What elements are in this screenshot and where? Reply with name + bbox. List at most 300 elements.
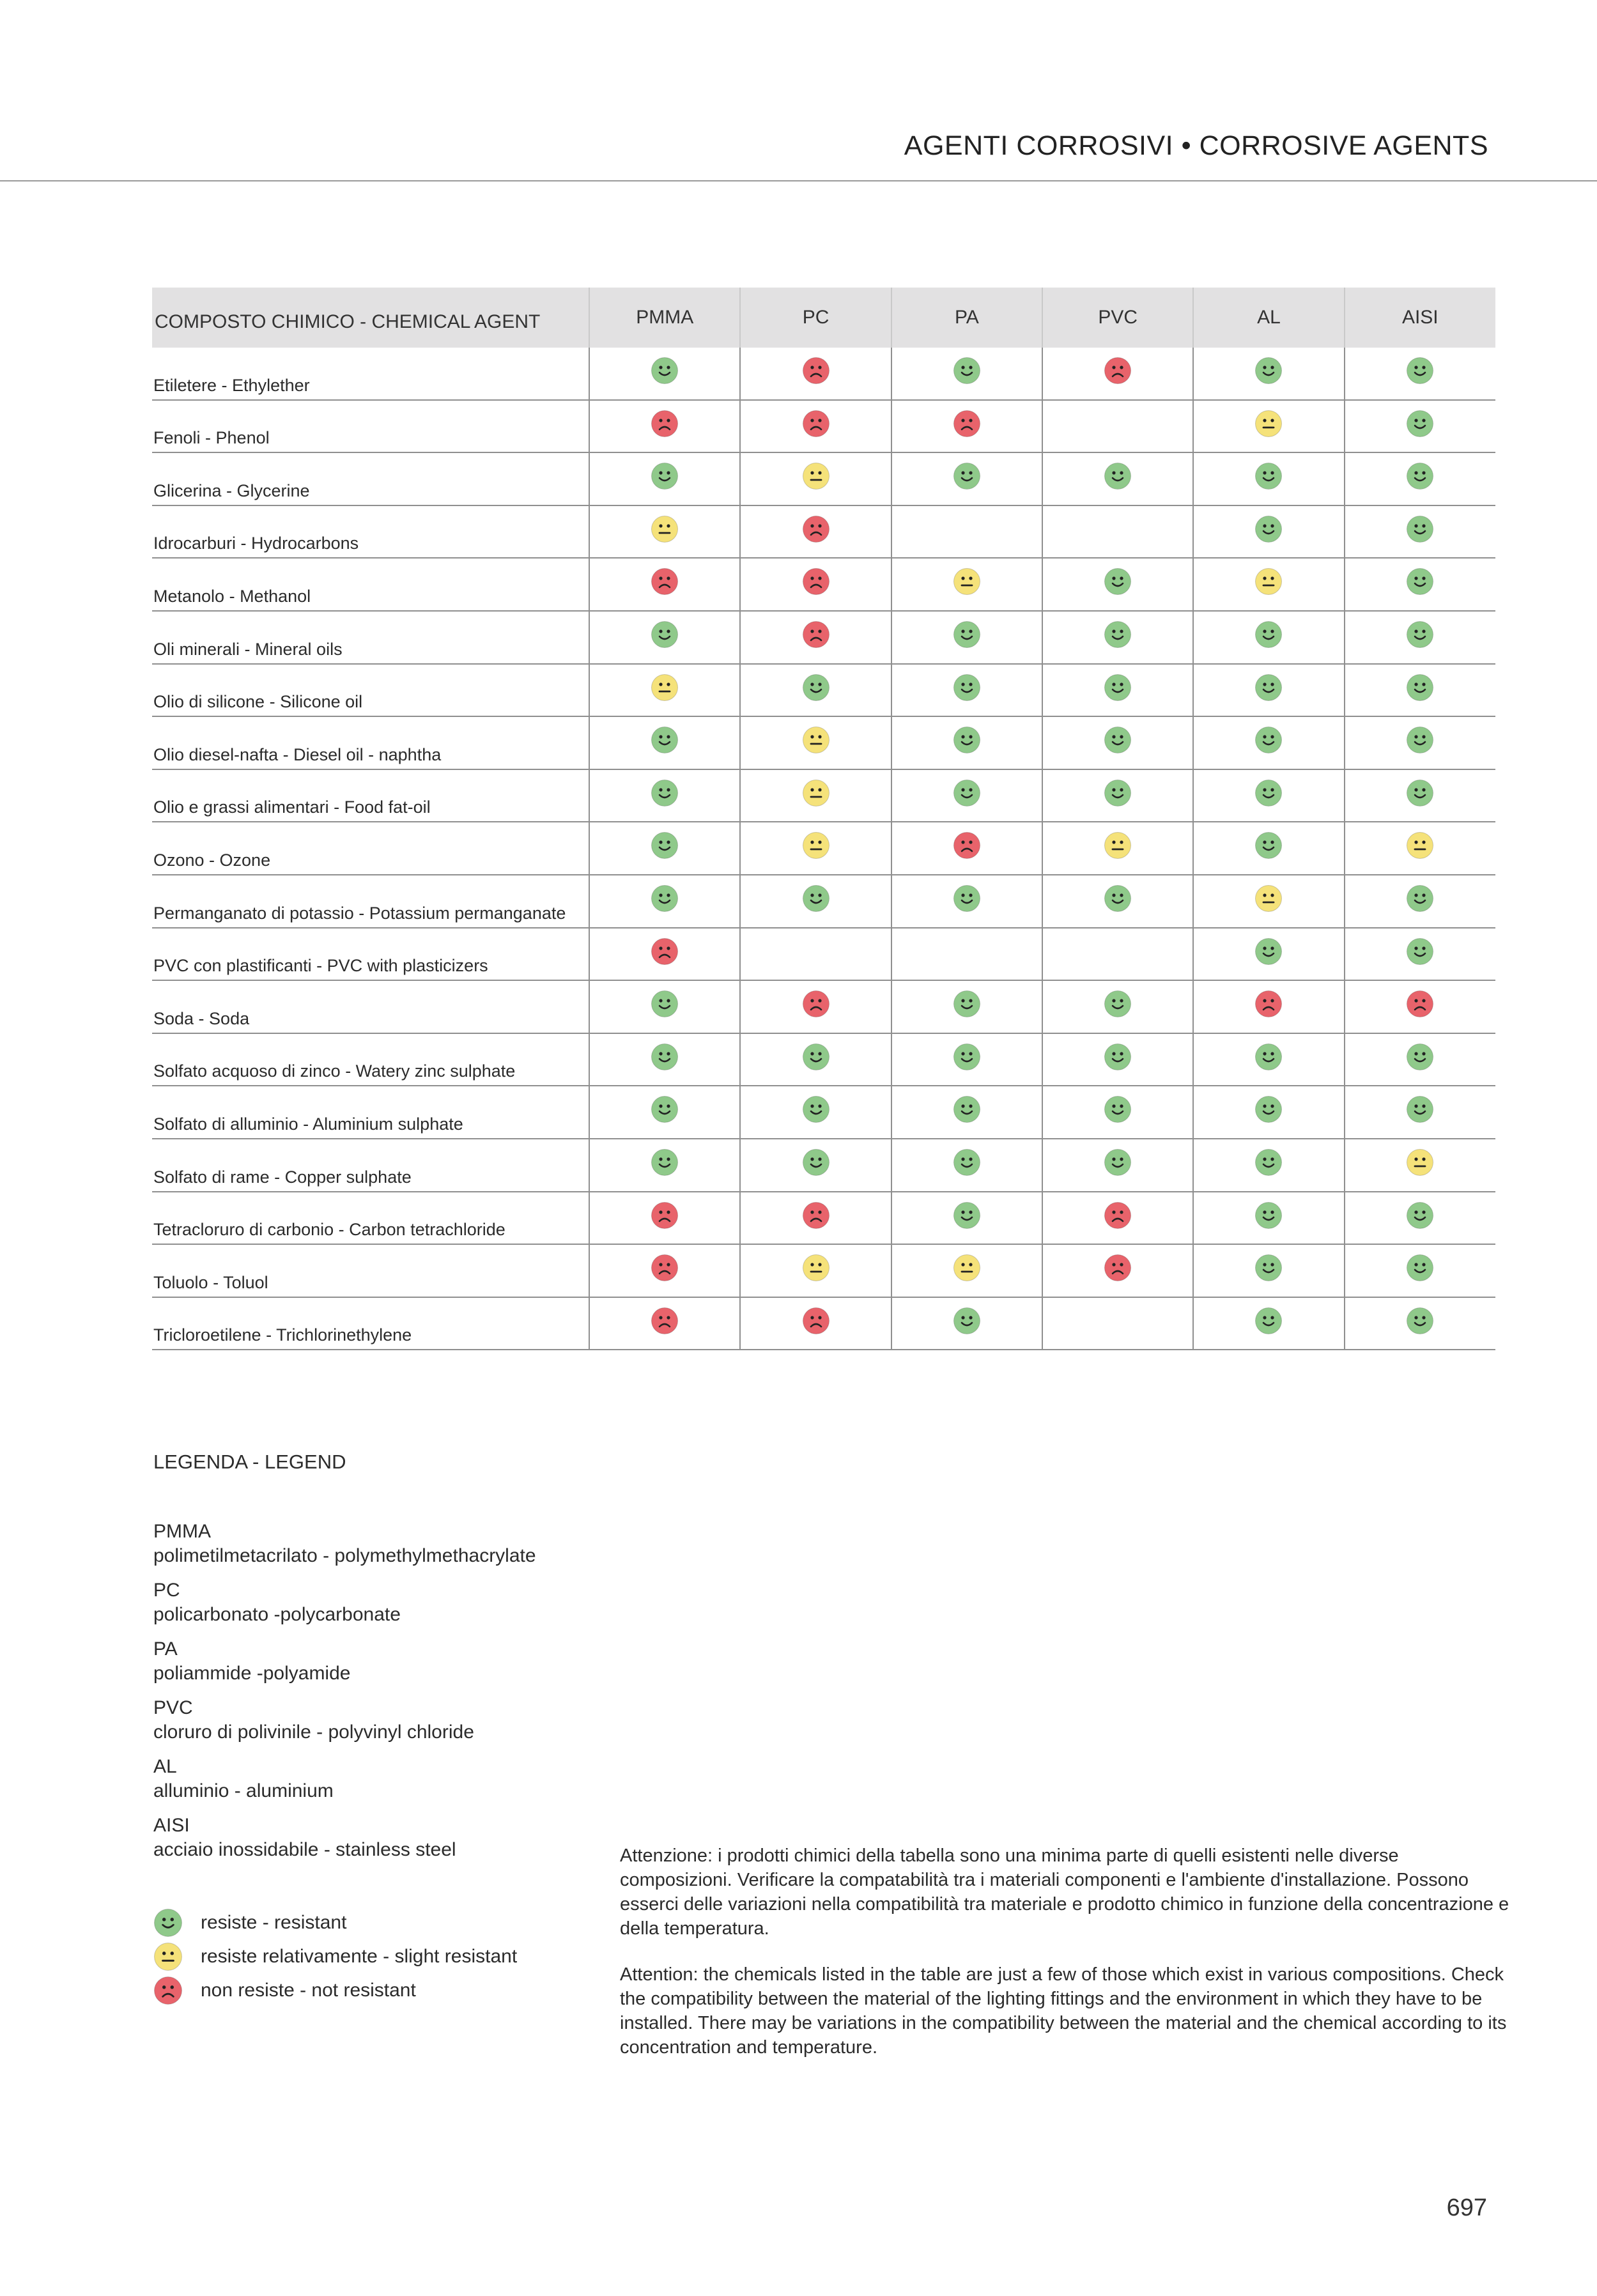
smiley-happy-icon xyxy=(1406,1201,1434,1229)
rating-cell xyxy=(1345,1086,1495,1139)
rating-cell xyxy=(891,769,1042,822)
smiley-happy-icon xyxy=(1104,726,1132,754)
smiley-happy-icon xyxy=(153,1908,183,1938)
smiley-happy-icon xyxy=(1406,357,1434,385)
column-header-al: AL xyxy=(1193,288,1344,348)
agent-name-cell: Soda - Soda xyxy=(152,980,589,1033)
agent-name-cell: Tetracloruro di carbonio - Carbon tetrachloride xyxy=(152,1192,589,1245)
smiley-sad-icon xyxy=(953,410,981,438)
smiley-happy-icon xyxy=(1254,937,1283,966)
rating-cell xyxy=(740,1086,891,1139)
rating-cell xyxy=(1042,928,1193,981)
smiley-sad-icon xyxy=(651,937,679,966)
rating-cell xyxy=(1193,452,1344,505)
smiley-neutral-icon xyxy=(1406,1148,1434,1176)
smiley-happy-icon xyxy=(953,620,981,649)
rating-cell xyxy=(1345,505,1495,559)
column-header-pa: PA xyxy=(891,288,1042,348)
smiley-happy-icon xyxy=(651,462,679,490)
smiley-happy-icon xyxy=(651,831,679,859)
rating-cell xyxy=(740,558,891,611)
rating-cell xyxy=(589,400,740,453)
rating-cell xyxy=(1042,769,1193,822)
table-row xyxy=(152,1033,1495,1086)
column-header-aisi: AISI xyxy=(1345,288,1495,348)
rating-cell xyxy=(891,1244,1042,1297)
smiley-neutral-icon xyxy=(153,1942,183,1971)
rating-cell xyxy=(1042,1192,1193,1245)
rating-cell xyxy=(589,452,740,505)
agent-name-cell: Solfato acquoso di zinco - Watery zinc sulphate xyxy=(152,1033,589,1086)
rating-cell xyxy=(891,611,1042,664)
legend-item-pvc xyxy=(153,1696,703,1745)
smiley-sad-icon xyxy=(651,1201,679,1229)
rating-cell xyxy=(589,1192,740,1245)
rating-cell xyxy=(1042,348,1193,400)
rating-cell xyxy=(589,558,740,611)
smiley-sad-icon xyxy=(802,1201,830,1229)
smiley-neutral-icon xyxy=(802,726,830,754)
smiley-sad-icon xyxy=(802,620,830,649)
legend-item-pa xyxy=(153,1637,703,1686)
smiley-happy-icon xyxy=(651,1148,679,1176)
rating-cell xyxy=(1345,928,1495,981)
agent-name-cell: Olio di silicone - Silicone oil xyxy=(152,664,589,717)
smiley-happy-icon xyxy=(651,884,679,913)
agent-name-cell: Metanolo - Methanol xyxy=(152,558,589,611)
smiley-sad-icon xyxy=(153,1976,183,2005)
table-row xyxy=(152,716,1495,769)
smiley-happy-icon xyxy=(1104,1148,1132,1176)
agent-name-cell: Solfato di rame - Copper sulphate xyxy=(152,1139,589,1192)
agent-name-cell: Olio diesel-nafta - Diesel oil - naphtha xyxy=(152,716,589,769)
legend-code: AISI xyxy=(153,1815,190,1836)
rating-cell xyxy=(1345,716,1495,769)
rating-cell xyxy=(589,875,740,928)
rating-cell xyxy=(891,1192,1042,1245)
smiley-happy-icon xyxy=(1406,1043,1434,1071)
note-english: Attention: the chemicals listed in the table are just a few of those which exist in various compositions. Check the compatibility between the material of the lighting fittings and the environment in which they have to be installed. There may be variations in the compatibility between the material and the chemical according to its concentration and temperature. xyxy=(620,1964,1507,2058)
agent-name-cell: Oli minerali - Mineral oils xyxy=(152,611,589,664)
rating-cell xyxy=(891,452,1042,505)
table-header-row xyxy=(152,288,1495,348)
rating-cell xyxy=(589,1139,740,1192)
smiley-happy-icon xyxy=(1254,1201,1283,1229)
smiley-neutral-icon xyxy=(1254,567,1283,596)
smiley-sad-icon xyxy=(1406,990,1434,1018)
smiley-happy-icon xyxy=(1406,1254,1434,1282)
smiley-neutral-icon xyxy=(802,1254,830,1282)
rating-cell xyxy=(1042,1139,1193,1192)
table-row xyxy=(152,822,1495,875)
smiley-happy-icon xyxy=(1254,1095,1283,1123)
smiley-happy-icon xyxy=(953,1095,981,1123)
rating-cell xyxy=(589,1086,740,1139)
smiley-neutral-icon xyxy=(1254,884,1283,913)
table-body xyxy=(152,348,1495,1350)
rating-cell xyxy=(1193,875,1344,928)
rating-cell xyxy=(1193,980,1344,1033)
rating-cell xyxy=(1042,611,1193,664)
rating-cell xyxy=(1042,822,1193,875)
smiley-happy-icon xyxy=(1254,1254,1283,1282)
rating-cell xyxy=(1193,769,1344,822)
smiley-neutral-icon xyxy=(802,462,830,490)
smiley-neutral-icon xyxy=(1254,410,1283,438)
smiley-neutral-icon xyxy=(802,831,830,859)
rating-cell xyxy=(891,1033,1042,1086)
rating-cell xyxy=(740,664,891,717)
note-italian: Attenzione: i prodotti chimici della tabella sono una minima parte di quelli esistenti nelle diverse composizioni. Verificare la compatabilità tra i materiali componenti e l'ambiente d'installazione. Possono esserci delle variazioni nella compatibilità tra materiale e prodotto chimico in funzione della concentrazione e della temperatura. xyxy=(620,1845,1509,1939)
legend-item-pc xyxy=(153,1578,703,1627)
rating-cell xyxy=(1345,400,1495,453)
table-row xyxy=(152,348,1495,400)
rating-cell xyxy=(740,1139,891,1192)
smiley-neutral-icon xyxy=(1406,831,1434,859)
smiley-sad-icon xyxy=(802,567,830,596)
smiley-happy-icon xyxy=(1104,779,1132,807)
rating-cell xyxy=(1193,505,1344,559)
rating-key xyxy=(153,1906,517,2007)
table-row xyxy=(152,664,1495,717)
rating-cell xyxy=(1042,1086,1193,1139)
table-row xyxy=(152,558,1495,611)
smiley-happy-icon xyxy=(1406,620,1434,649)
rating-cell xyxy=(891,980,1042,1033)
rating-cell xyxy=(1193,1244,1344,1297)
header-divider xyxy=(0,180,1597,181)
smiley-happy-icon xyxy=(1406,779,1434,807)
legend-code: PA xyxy=(153,1638,178,1660)
smiley-happy-icon xyxy=(1406,1095,1434,1123)
smiley-happy-icon xyxy=(651,1095,679,1123)
rating-cell xyxy=(1345,1033,1495,1086)
legend-item-pmma xyxy=(153,1520,703,1568)
smiley-happy-icon xyxy=(802,1095,830,1123)
column-header-pvc: PVC xyxy=(1042,288,1193,348)
rating-cell xyxy=(740,505,891,559)
agent-name-cell: Glicerina - Glycerine xyxy=(152,452,589,505)
table-row xyxy=(152,1139,1495,1192)
rating-cell xyxy=(1193,558,1344,611)
rating-key-label: resiste relativamente - slight resistant xyxy=(201,1945,518,1967)
smiley-happy-icon xyxy=(1254,357,1283,385)
smiley-happy-icon xyxy=(1104,1095,1132,1123)
rating-key-slight xyxy=(153,1939,517,1973)
rating-cell xyxy=(891,664,1042,717)
smiley-happy-icon xyxy=(1406,884,1434,913)
column-header-pc: PC xyxy=(740,288,891,348)
smiley-happy-icon xyxy=(1406,515,1434,543)
rating-cell xyxy=(1193,1192,1344,1245)
chemical-resistance-table xyxy=(152,288,1495,1350)
smiley-happy-icon xyxy=(1254,620,1283,649)
rating-cell xyxy=(1193,1086,1344,1139)
smiley-happy-icon xyxy=(1406,567,1434,596)
legend-code: AL xyxy=(153,1756,177,1777)
smiley-neutral-icon xyxy=(953,1254,981,1282)
table-row xyxy=(152,980,1495,1033)
smiley-sad-icon xyxy=(1104,1254,1132,1282)
legend-description: alluminio - aluminium xyxy=(153,1780,334,1801)
smiley-happy-icon xyxy=(1406,410,1434,438)
smiley-happy-icon xyxy=(953,990,981,1018)
smiley-happy-icon xyxy=(651,726,679,754)
smiley-happy-icon xyxy=(1254,831,1283,859)
table-row xyxy=(152,400,1495,453)
smiley-happy-icon xyxy=(953,1307,981,1335)
smiley-happy-icon xyxy=(651,357,679,385)
rating-cell xyxy=(891,822,1042,875)
table-row xyxy=(152,1297,1495,1350)
smiley-happy-icon xyxy=(1104,990,1132,1018)
table-row xyxy=(152,769,1495,822)
legend-code: PVC xyxy=(153,1697,193,1718)
smiley-happy-icon xyxy=(953,674,981,702)
agent-name-cell: Ozono - Ozone xyxy=(152,822,589,875)
smiley-happy-icon xyxy=(1254,674,1283,702)
rating-cell xyxy=(740,348,891,400)
smiley-sad-icon xyxy=(651,567,679,596)
rating-cell xyxy=(589,1297,740,1350)
legend-description: polimetilmetacrilato - polymethylmethacrylate xyxy=(153,1545,536,1566)
rating-cell xyxy=(589,664,740,717)
rating-cell xyxy=(1042,505,1193,559)
rating-cell xyxy=(589,769,740,822)
rating-cell xyxy=(891,400,1042,453)
agent-name-cell: Permanganato di potassio - Potassium permanganate xyxy=(152,875,589,928)
rating-cell xyxy=(891,875,1042,928)
rating-cell xyxy=(1042,980,1193,1033)
rating-cell xyxy=(891,505,1042,559)
smiley-happy-icon xyxy=(1406,726,1434,754)
rating-cell xyxy=(1345,1297,1495,1350)
table-row xyxy=(152,875,1495,928)
rating-cell xyxy=(740,980,891,1033)
smiley-happy-icon xyxy=(802,1148,830,1176)
rating-cell xyxy=(740,928,891,981)
rating-cell xyxy=(589,1244,740,1297)
rating-cell xyxy=(740,452,891,505)
smiley-neutral-icon xyxy=(651,515,679,543)
table-row xyxy=(152,928,1495,981)
smiley-happy-icon xyxy=(802,884,830,913)
rating-cell xyxy=(1345,822,1495,875)
smiley-happy-icon xyxy=(953,462,981,490)
smiley-happy-icon xyxy=(1104,620,1132,649)
rating-cell xyxy=(891,1086,1042,1139)
smiley-happy-icon xyxy=(953,884,981,913)
rating-cell xyxy=(1345,980,1495,1033)
rating-cell xyxy=(589,348,740,400)
legend-heading: LEGENDA - LEGEND xyxy=(153,1451,346,1473)
smiley-happy-icon xyxy=(953,1201,981,1229)
rating-cell xyxy=(891,1297,1042,1350)
smiley-happy-icon xyxy=(1104,567,1132,596)
table-row xyxy=(152,1244,1495,1297)
smiley-happy-icon xyxy=(953,726,981,754)
rating-cell xyxy=(1042,452,1193,505)
rating-cell xyxy=(891,558,1042,611)
smiley-sad-icon xyxy=(802,515,830,543)
rating-cell xyxy=(891,348,1042,400)
column-header-agent: COMPOSTO CHIMICO - CHEMICAL AGENT xyxy=(152,288,589,348)
rating-cell xyxy=(1193,1033,1344,1086)
rating-key-label: non resiste - not resistant xyxy=(201,1979,416,2001)
rating-cell xyxy=(589,716,740,769)
rating-cell xyxy=(1345,769,1495,822)
smiley-happy-icon xyxy=(1254,462,1283,490)
rating-cell xyxy=(1345,452,1495,505)
notes-section xyxy=(620,1844,1515,2081)
rating-cell xyxy=(740,716,891,769)
rating-cell xyxy=(1345,1244,1495,1297)
legend-description: cloruro di polivinile - polyvinyl chloride xyxy=(153,1722,474,1743)
rating-cell xyxy=(589,928,740,981)
legend-description: acciaio inossidabile - stainless steel xyxy=(153,1839,456,1860)
legend-description: policarbonato -polycarbonate xyxy=(153,1604,401,1625)
smiley-sad-icon xyxy=(651,410,679,438)
smiley-happy-icon xyxy=(1254,1307,1283,1335)
rating-cell xyxy=(1042,1244,1193,1297)
agent-name-cell: Toluolo - Toluol xyxy=(152,1244,589,1297)
table-row xyxy=(152,1086,1495,1139)
rating-cell xyxy=(589,1033,740,1086)
page-number: 697 xyxy=(1446,2194,1487,2221)
rating-cell xyxy=(740,1033,891,1086)
agent-name-cell: Olio e grassi alimentari - Food fat-oil xyxy=(152,769,589,822)
page-title: AGENTI CORROSIVI • CORROSIVE AGENTS xyxy=(904,130,1488,161)
rating-cell xyxy=(1345,1192,1495,1245)
smiley-sad-icon xyxy=(953,831,981,859)
rating-cell xyxy=(740,1244,891,1297)
smiley-sad-icon xyxy=(1104,357,1132,385)
rating-cell xyxy=(1193,716,1344,769)
agent-name-cell: PVC con plastificanti - PVC with plasticizers xyxy=(152,928,589,981)
rating-cell xyxy=(740,611,891,664)
smiley-happy-icon xyxy=(1406,462,1434,490)
rating-cell xyxy=(1042,1297,1193,1350)
smiley-sad-icon xyxy=(802,357,830,385)
agent-name-cell: Etiletere - Ethylether xyxy=(152,348,589,400)
agent-name-cell: Tricloroetilene - Trichlorinethylene xyxy=(152,1297,589,1350)
agent-name-cell: Fenoli - Phenol xyxy=(152,400,589,453)
smiley-happy-icon xyxy=(651,779,679,807)
rating-cell xyxy=(1193,611,1344,664)
smiley-sad-icon xyxy=(1104,1201,1132,1229)
smiley-sad-icon xyxy=(1254,990,1283,1018)
table-row xyxy=(152,1192,1495,1245)
rating-cell xyxy=(1042,716,1193,769)
legend-description: poliammide -polyamide xyxy=(153,1663,351,1684)
smiley-neutral-icon xyxy=(1104,831,1132,859)
rating-cell xyxy=(1042,558,1193,611)
smiley-neutral-icon xyxy=(953,567,981,596)
rating-cell xyxy=(740,1192,891,1245)
rating-cell xyxy=(1193,664,1344,717)
smiley-sad-icon xyxy=(802,990,830,1018)
rating-cell xyxy=(1193,400,1344,453)
smiley-happy-icon xyxy=(1254,1148,1283,1176)
agent-name-cell: Solfato di alluminio - Aluminium sulphate xyxy=(152,1086,589,1139)
rating-cell xyxy=(589,980,740,1033)
smiley-neutral-icon xyxy=(802,779,830,807)
rating-cell xyxy=(891,928,1042,981)
legend-material-list xyxy=(153,1520,703,1872)
rating-cell xyxy=(1345,875,1495,928)
rating-cell xyxy=(891,1139,1042,1192)
rating-cell xyxy=(740,822,891,875)
smiley-happy-icon xyxy=(953,1043,981,1071)
rating-key-resistant xyxy=(153,1906,517,1939)
table-row xyxy=(152,611,1495,664)
smiley-happy-icon xyxy=(1254,1043,1283,1071)
smiley-happy-icon xyxy=(802,674,830,702)
smiley-happy-icon xyxy=(651,620,679,649)
smiley-neutral-icon xyxy=(651,674,679,702)
rating-cell xyxy=(740,1297,891,1350)
smiley-sad-icon xyxy=(651,1307,679,1335)
smiley-happy-icon xyxy=(1104,674,1132,702)
legend-code: PMMA xyxy=(153,1521,211,1542)
smiley-happy-icon xyxy=(651,990,679,1018)
rating-cell xyxy=(1345,348,1495,400)
rating-cell xyxy=(1042,400,1193,453)
rating-cell xyxy=(1345,1139,1495,1192)
rating-cell xyxy=(740,875,891,928)
rating-cell xyxy=(589,822,740,875)
rating-cell xyxy=(1345,611,1495,664)
smiley-happy-icon xyxy=(802,1043,830,1071)
smiley-happy-icon xyxy=(1254,779,1283,807)
rating-cell xyxy=(1193,1297,1344,1350)
smiley-happy-icon xyxy=(1406,937,1434,966)
smiley-sad-icon xyxy=(651,1254,679,1282)
rating-cell xyxy=(891,716,1042,769)
rating-cell xyxy=(589,505,740,559)
column-header-pmma: PMMA xyxy=(589,288,740,348)
smiley-happy-icon xyxy=(1104,1043,1132,1071)
rating-cell xyxy=(1345,664,1495,717)
smiley-happy-icon xyxy=(953,1148,981,1176)
rating-cell xyxy=(740,769,891,822)
rating-cell xyxy=(1193,1139,1344,1192)
smiley-happy-icon xyxy=(1406,1307,1434,1335)
smiley-happy-icon xyxy=(1254,726,1283,754)
rating-key-label: resiste - resistant xyxy=(201,1911,347,1933)
agent-name-cell: Idrocarburi - Hydrocarbons xyxy=(152,505,589,559)
rating-cell xyxy=(740,400,891,453)
smiley-sad-icon xyxy=(802,1307,830,1335)
smiley-happy-icon xyxy=(1104,884,1132,913)
smiley-happy-icon xyxy=(1104,462,1132,490)
legend-item-al xyxy=(153,1755,703,1803)
rating-cell xyxy=(589,611,740,664)
rating-cell xyxy=(1193,928,1344,981)
legend-code: PC xyxy=(153,1580,180,1601)
smiley-happy-icon xyxy=(1254,515,1283,543)
rating-cell xyxy=(1345,558,1495,611)
table-row xyxy=(152,452,1495,505)
smiley-happy-icon xyxy=(953,779,981,807)
rating-cell xyxy=(1042,875,1193,928)
table-row xyxy=(152,505,1495,559)
smiley-happy-icon xyxy=(651,1043,679,1071)
rating-cell xyxy=(1042,664,1193,717)
rating-cell xyxy=(1193,348,1344,400)
smiley-happy-icon xyxy=(953,357,981,385)
rating-cell xyxy=(1193,822,1344,875)
